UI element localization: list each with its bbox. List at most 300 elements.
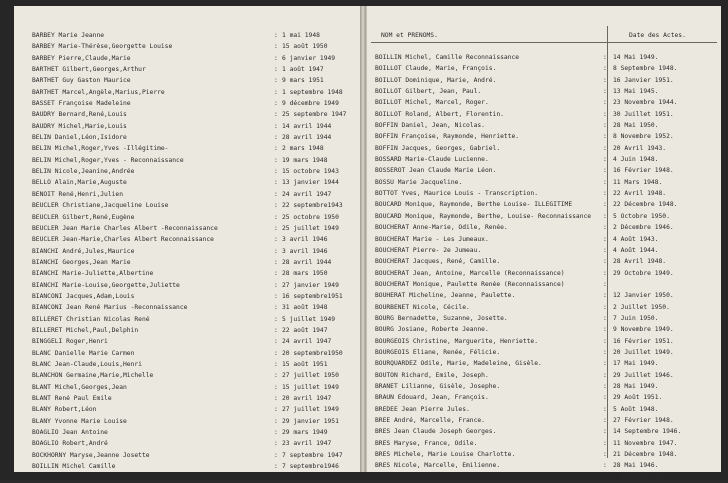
entry-date: 27 juillet 1949 — [282, 406, 339, 414]
entry-separator: : — [274, 360, 278, 368]
entry-name: BOSSU Marie Jacqueline. — [375, 178, 463, 186]
register-entry — [367, 347, 721, 358]
register-entry — [367, 75, 721, 86]
entry-separator: : — [603, 133, 607, 141]
entry-name: BIANCONI Jean René Marius -Reconnaissance — [32, 304, 188, 312]
entry-date: 14 Mai 1949. — [613, 54, 659, 61]
entry-separator: : — [274, 372, 278, 380]
register-entry — [14, 200, 360, 211]
register-entry — [367, 222, 721, 233]
register-entry — [367, 472, 721, 483]
register-entry — [367, 177, 721, 188]
entry-separator: : — [603, 190, 607, 198]
left-page — [14, 6, 361, 472]
entry-separator: : — [274, 213, 278, 221]
register-entry — [367, 86, 721, 97]
entry-name: BOILLIN Michel Camille — [32, 463, 116, 471]
entry-name: BOURBENET Nicole, Cécile. — [375, 303, 470, 311]
entry-date: 4 Août 1944. — [613, 246, 659, 254]
entry-separator: : — [274, 463, 278, 471]
register-entry — [367, 234, 721, 245]
entry-separator: : — [274, 236, 278, 244]
entry-date: 25 octobre 1950 — [282, 213, 339, 221]
entry-separator: : — [603, 451, 607, 459]
entry-separator: : — [603, 76, 607, 84]
register-entry — [14, 280, 360, 291]
entry-name: BELIN Nicole,Jeanine,Andrée — [32, 168, 135, 176]
entry-separator: : — [274, 168, 278, 176]
register-entry — [14, 393, 360, 404]
entry-date: 28 avril 1944 — [282, 258, 332, 266]
entry-name: BEUCLER Gilbert,René,Eugène — [32, 213, 135, 221]
entry-separator: : — [603, 314, 607, 322]
entry-name: BOILLOT Claude, Marie, François. — [375, 65, 497, 73]
entry-separator: : — [603, 54, 607, 61]
entry-separator: : — [603, 439, 607, 447]
entry-name: BENOIT René,Henri,Julien — [32, 190, 123, 198]
register-entry — [14, 223, 360, 234]
right-register-list — [367, 52, 721, 483]
register-entry — [14, 246, 360, 257]
entry-date: 14 Septembre 1946. — [613, 428, 682, 436]
entry-separator: : — [603, 371, 607, 379]
entry-separator: : — [274, 190, 278, 198]
register-entry — [367, 404, 721, 415]
entry-date: 12 Janvier 1950. — [613, 292, 674, 300]
entry-separator: : — [274, 156, 278, 164]
register-entry — [14, 302, 360, 313]
entry-date: 29 janvier 1951 — [282, 417, 339, 425]
entry-date: 28 Mai 1946. — [613, 462, 659, 470]
entry-name: BOILLOT Gilbert, Jean, Paul. — [375, 88, 482, 96]
entry-date: 28 Mai 1949. — [613, 382, 659, 390]
entry-date: 2 mars 1948 — [282, 145, 324, 153]
entry-date: 22 août 1947 — [282, 326, 328, 334]
register-entry — [367, 131, 721, 142]
entry-separator: : — [603, 88, 607, 96]
entry-name: BOFFIN Jacques, Georges, Gabriel. — [375, 144, 501, 152]
entry-separator: : — [274, 122, 278, 130]
entry-name: BOUCHERAT Marie - Les Jumeaux. — [375, 235, 489, 243]
entry-name: BASSET Françoise Madeleine — [32, 100, 131, 108]
entry-separator: : — [274, 315, 278, 323]
entry-name: BEUCLER Jean-Marie,Charles Albert Reconnaissance — [32, 236, 214, 244]
entry-date: 28 Avril 1948. — [613, 258, 667, 266]
entry-date: 25 juillet 1949 — [282, 224, 339, 232]
entry-name: BARTHET Marcel,Angèle,Marius,Pierre — [32, 88, 165, 96]
entry-separator: : — [603, 178, 607, 186]
entry-separator: : — [274, 134, 278, 142]
entry-date: 11 Novembre 1947. — [613, 439, 678, 447]
entry-date: 20 Avril 1943. — [613, 144, 667, 152]
entry-separator: : — [274, 304, 278, 312]
entry-separator: : — [274, 417, 278, 425]
entry-name: BARBEY Pierre,Claude,Marie — [32, 54, 131, 62]
register-entry — [367, 290, 721, 301]
register-entry — [367, 313, 721, 324]
entry-separator: : — [603, 405, 607, 413]
entry-name: BOILLOT Roland, Albert, Florentin. — [375, 110, 504, 118]
date-column-header: Date des Actes. — [629, 32, 686, 39]
register-entry — [367, 358, 721, 369]
entry-date: 15 août 1950 — [282, 43, 328, 51]
entry-date: 17 Mai 1949. — [613, 360, 659, 368]
entry-separator: : — [603, 212, 607, 220]
entry-name: BOURGEOIS Eliane, Renée, Félicie. — [375, 348, 501, 356]
register-entry — [14, 143, 360, 154]
entry-name: BRES Nicole, Marcelle, Emilienne. — [375, 462, 501, 470]
register-entry — [367, 381, 721, 392]
entry-name: BRES Michele, Marie Louise Charlotte. — [375, 451, 516, 459]
register-entry — [367, 370, 721, 381]
entry-name: BIANCHI Marie-Juliette,Albertine — [32, 270, 154, 278]
entry-separator: : — [274, 54, 278, 62]
entry-separator: : — [603, 337, 607, 345]
register-entry — [14, 370, 360, 381]
entry-name: BLANCHON Germaine,Marie,Michelle — [32, 372, 154, 380]
entry-date: 22 Décembre 1948. — [613, 201, 678, 209]
register-entry — [367, 268, 721, 279]
register-entry — [367, 279, 721, 290]
entry-name: BEUCLER Jean Marie Charles Albert -Reconnaissance — [32, 224, 218, 232]
entry-name: BAUDRY Michel,Marie,Louis — [32, 122, 127, 130]
register-entry — [14, 348, 360, 359]
entry-date: 13 janvier 1944 — [282, 179, 339, 187]
entry-date: 21 Décembre 1948. — [613, 451, 678, 459]
entry-separator: : — [603, 269, 607, 277]
register-entry — [14, 382, 360, 393]
entry-separator: : — [274, 32, 278, 39]
register-entry — [367, 143, 721, 154]
entry-separator: : — [603, 144, 607, 152]
register-entry — [14, 404, 360, 415]
register-entry — [14, 177, 360, 188]
entry-name: BIANCONI Jacques,Adam,Louis — [32, 292, 135, 300]
entry-name: BOILLIN Michel, Camille Reconnaissance — [375, 54, 520, 61]
register-entry — [367, 302, 721, 313]
left-register-list — [14, 30, 360, 472]
entry-name: BOURQUARDEZ Odile, Marie, Madeleine, Gisèle. — [375, 360, 542, 368]
entry-date: 1 septembre 1948 — [282, 88, 343, 96]
register-entry — [14, 450, 360, 461]
register-entry — [367, 188, 721, 199]
entry-date: 27 Février 1948. — [613, 417, 674, 424]
register-entry — [14, 359, 360, 370]
entry-separator: : — [603, 201, 607, 209]
entry-date: 29 Août 1951. — [613, 394, 663, 402]
entry-date: 14 avril 1944 — [282, 122, 332, 130]
entry-name: BEUCLER Christiane,Jacqueline Louise — [32, 202, 169, 210]
register-entry — [14, 438, 360, 449]
entry-separator: : — [274, 88, 278, 96]
entry-name: BOURG Bernadette, Suzanne, Josette. — [375, 314, 508, 322]
entry-name: BOUCHERAT Jacques, René, Camille. — [375, 258, 501, 266]
entry-name: BARBEY Marie Jeanne — [32, 32, 105, 39]
entry-separator: : — [603, 110, 607, 118]
entry-name: BOUCARD Monique, Raymonde, Berthe, Louise- Reconnaissance — [375, 212, 592, 220]
register-entry — [367, 165, 721, 176]
register-entry — [14, 234, 360, 245]
entry-name: BREDEE Jean Pierre Jules. — [375, 405, 470, 413]
entry-separator: : — [274, 349, 278, 357]
entry-date: 8 Novembre 1952. — [613, 133, 674, 141]
entry-separator: : — [274, 111, 278, 119]
register-entry — [14, 291, 360, 302]
register-entry — [14, 257, 360, 268]
register-entry — [14, 75, 360, 86]
register-entry — [367, 211, 721, 222]
register-entry — [14, 314, 360, 325]
entry-name: BOUCHERAT Monique, Paulette Renée (Reconnaissance) — [375, 280, 565, 288]
register-entry — [14, 53, 360, 64]
entry-name: BRES Jean Claude Joseph Georges. — [375, 428, 497, 436]
entry-date: 28 Mai 1950. — [613, 122, 659, 130]
entry-date: 13 Mai 1945. — [613, 88, 659, 96]
entry-date: 1 août 1947 — [282, 66, 324, 74]
entry-name: BOSSEROT Jean Claude Marie Léon. — [375, 167, 497, 175]
entry-name: BARBEY Marie-Thérèse,Georgette Louise — [32, 43, 173, 51]
entry-date: 22 Avril 1948. — [613, 190, 667, 198]
entry-name: BIANCHI Marie-Louise,Georgette,Juliette — [32, 281, 180, 289]
entry-name: BRAUN Edouard, Jean, François. — [375, 394, 489, 402]
register-entry — [14, 64, 360, 75]
entry-date: 20 septembre1950 — [282, 349, 343, 357]
entry-name: BELIN Michel,Roger,Yves - Reconnaissance — [32, 156, 184, 164]
register-entry — [367, 199, 721, 210]
register-entry — [367, 120, 721, 131]
entry-date: 5 Octobre 1950. — [613, 212, 670, 220]
entry-separator: : — [274, 77, 278, 85]
entry-name: BOILLOT Michel, Marcel, Roger. — [375, 99, 489, 107]
entry-name: BOURG Josiane, Roberte Jeanne. — [375, 326, 489, 334]
register-entry — [367, 256, 721, 267]
register-entry — [14, 268, 360, 279]
register-entry — [14, 155, 360, 166]
entry-name: BOURGEOIS Christine, Marguerite, Henriette. — [375, 337, 539, 345]
entry-date: 2 Décembre 1946. — [613, 224, 674, 232]
right-page — [366, 6, 721, 481]
entry-date: 3 avril 1946 — [282, 247, 328, 255]
entry-separator: : — [603, 462, 607, 470]
entry-date: 1 mai 1948 — [282, 32, 320, 39]
entry-separator: : — [603, 99, 607, 107]
entry-date: 15 juillet 1949 — [282, 383, 339, 391]
entry-date: 5 Août 1948. — [613, 405, 659, 413]
entry-date: 16 Février 1951. — [613, 337, 674, 345]
entry-separator: : — [603, 246, 607, 254]
entry-name: BOCKHORNY Maryse,Jeanne Josette — [32, 451, 150, 459]
entry-separator: : — [603, 224, 607, 232]
entry-date: 9 mars 1951 — [282, 77, 324, 85]
register-entry — [367, 392, 721, 403]
register-entry — [367, 324, 721, 335]
entry-date: 24 avril 1947 — [282, 190, 332, 198]
register-entry — [14, 336, 360, 347]
entry-date: 16 septembre1951 — [282, 292, 343, 300]
entry-name: BLANY Yvonne Marie Louise — [32, 417, 127, 425]
entry-name: BOUHERAT Micheline, Jeanne, Paulette. — [375, 292, 516, 300]
entry-name: BREE André, Marcelle, France. — [375, 417, 485, 424]
entry-separator: : — [603, 326, 607, 334]
register-entry — [14, 189, 360, 200]
entry-separator: : — [603, 156, 607, 164]
entry-separator: : — [274, 247, 278, 255]
entry-name: BOTTOT Yves, Maurice Louis - Transcription. — [375, 190, 539, 198]
entry-name: BARTHET Gilbert,Georges,Arthur — [32, 66, 146, 74]
entry-date: 16 Janvier 1951. — [613, 76, 674, 84]
entry-name: BOUTON Richard, Emile, Joseph. — [375, 371, 489, 379]
entry-name: BOSSARD Marie-Claude Lucienne. — [375, 156, 489, 164]
entry-separator: : — [274, 100, 278, 108]
entry-separator: : — [274, 383, 278, 391]
entry-date: 23 avril 1947 — [282, 440, 332, 448]
entry-separator: : — [274, 179, 278, 187]
register-entry — [367, 245, 721, 256]
entry-separator: : — [603, 348, 607, 356]
entry-separator: : — [603, 167, 607, 175]
entry-name: BILLERET Christian Nicolas René — [32, 315, 150, 323]
entry-name: BLANT René Paul Emile — [32, 395, 112, 402]
entry-name: BOFFIN Daniel, Jean, Nicolas. — [375, 122, 485, 130]
entry-date: 27 juillet 1950 — [282, 372, 339, 380]
register-entry — [367, 460, 721, 471]
entry-name: BRANET Lilianne, Gisèle, Josephe. — [375, 382, 501, 390]
entry-date: 15 août 1951 — [282, 360, 328, 368]
entry-name: BRES Maryse, France, Odile. — [375, 439, 478, 447]
register-entry — [367, 154, 721, 165]
entry-separator: : — [274, 258, 278, 266]
entry-separator: : — [274, 451, 278, 459]
register-entry — [14, 41, 360, 52]
entry-separator: : — [274, 395, 278, 402]
entry-name: BINGGELI Roger,Henri — [32, 338, 108, 346]
entry-separator: : — [274, 338, 278, 346]
entry-date: 6 janvier 1949 — [282, 54, 336, 62]
entry-separator: : — [603, 360, 607, 368]
register-entry — [367, 449, 721, 460]
entry-date: 24 avril 1947 — [282, 338, 332, 346]
register-entry — [367, 336, 721, 347]
entry-date: 2 Juillet 1950. — [613, 303, 670, 311]
entry-date: 7 septembre 1947 — [282, 451, 343, 459]
register-entry — [14, 325, 360, 336]
entry-separator: : — [603, 280, 607, 288]
name-column-header: NOM et PRENOMS. — [381, 32, 438, 39]
entry-name: BOAGLIO Robert,André — [32, 440, 108, 448]
register-entry — [367, 63, 721, 74]
entry-date: 15 octobre 1943 — [282, 168, 339, 176]
entry-date: 7 septembre1946 — [282, 463, 339, 471]
register-entry — [14, 30, 360, 41]
entry-name: BLANY Robert,Léon — [32, 406, 97, 414]
entry-date: 4 Août 1943. — [613, 235, 659, 243]
register-entry — [367, 438, 721, 449]
register-entry — [14, 109, 360, 120]
entry-date: 29 Juillet 1946. — [613, 371, 674, 379]
entry-date: 11 Mars 1948. — [613, 178, 663, 186]
entry-name: BILLERET Michel,Paul,Delphin — [32, 326, 139, 334]
entry-date: 4 Juin 1948. — [613, 156, 659, 164]
entry-date: 7 Juin 1950. — [613, 314, 659, 322]
entry-separator: : — [274, 202, 278, 210]
entry-name: BOUCHERAT Jean, Antoine, Marcelle (Reconnaissance) — [375, 269, 565, 277]
entry-separator: : — [603, 382, 607, 390]
register-entry — [14, 461, 360, 472]
header-rule — [371, 42, 717, 43]
entry-date: 19 mars 1948 — [282, 156, 328, 164]
entry-date: 20 avril 1947 — [282, 395, 332, 402]
entry-date: 9 Novembre 1949. — [613, 326, 674, 334]
entry-separator: : — [603, 258, 607, 266]
entry-separator: : — [603, 122, 607, 130]
entry-date: 29 Octobre 1949. — [613, 269, 674, 277]
entry-date: 30 Juillet 1951. — [613, 110, 674, 118]
entry-separator: : — [274, 440, 278, 448]
register-entry — [14, 416, 360, 427]
entry-name: BLANT Michel,Georges,Jean — [32, 383, 127, 391]
entry-name: BELIN Daniel,Léon,Isidore — [32, 134, 127, 142]
register-entry — [367, 426, 721, 437]
entry-date: 29 mars 1949 — [282, 429, 328, 437]
entry-separator: : — [274, 224, 278, 232]
entry-date: 23 Novembre 1944. — [613, 99, 678, 107]
register-entry — [14, 121, 360, 132]
entry-name: BOUCARD Monique, Raymonde, Berthe Louise- ILLEGITIME — [375, 201, 573, 209]
register-entry — [367, 109, 721, 120]
entry-name: BELIN Michel,Roger,Yves -Illégitime- — [32, 145, 169, 153]
entry-separator: : — [274, 406, 278, 414]
entry-name: BOUCHERAT Anne-Marie, Odile, Renée. — [375, 224, 508, 232]
entry-name: BARTHET Guy Gaston Maurice — [32, 77, 131, 85]
entry-date: 25 septembre 1947 — [282, 111, 347, 119]
entry-name: BOUCHERAT Pierre- 2e Jumeau. — [375, 246, 482, 254]
entry-separator: : — [274, 429, 278, 437]
entry-separator: : — [603, 303, 607, 311]
entry-name: BIANCHI Georges,Jean Marie — [32, 258, 131, 266]
entry-separator: : — [274, 66, 278, 74]
register-entry — [14, 98, 360, 109]
register-entry — [367, 415, 721, 426]
entry-date: 3 avril 1946 — [282, 236, 328, 244]
entry-date: 22 septembre1943 — [282, 202, 343, 210]
entry-date: 28 avril 1944 — [282, 134, 332, 142]
register-entry — [14, 132, 360, 143]
entry-separator: : — [274, 145, 278, 153]
entry-separator: : — [603, 394, 607, 402]
entry-date: 27 janvier 1949 — [282, 281, 339, 289]
entry-date: 20 Juillet 1949. — [613, 348, 674, 356]
entry-name: BAUDRY Bernard,René,Louis — [32, 111, 127, 119]
entry-separator: : — [274, 326, 278, 334]
entry-separator: : — [274, 270, 278, 278]
entry-date: 28 mars 1950 — [282, 270, 328, 278]
entry-separator: : — [274, 281, 278, 289]
entry-separator: : — [274, 43, 278, 51]
entry-date: 5 juillet 1949 — [282, 315, 336, 323]
entry-name: BOFFIN Françoise, Raymonde, Henriette. — [375, 133, 520, 141]
entry-date: 8 Septembre 1948. — [613, 65, 678, 73]
entry-date: 5 Octobre 1950. — [613, 473, 670, 481]
entry-separator: : — [603, 417, 607, 424]
entry-name: BOILLOT Dominique, Marie, André. — [375, 76, 497, 84]
entry-separator: : — [274, 292, 278, 300]
register-entry — [367, 52, 721, 63]
entry-name: BELLO Alain,Marie,Auguste — [32, 179, 127, 187]
entry-name: BOAGLIO Jean Antoine — [32, 429, 108, 437]
entry-separator: : — [603, 473, 607, 481]
entry-name: BLANC Danielle Marie Carmen — [32, 349, 135, 357]
register-entry — [367, 97, 721, 108]
